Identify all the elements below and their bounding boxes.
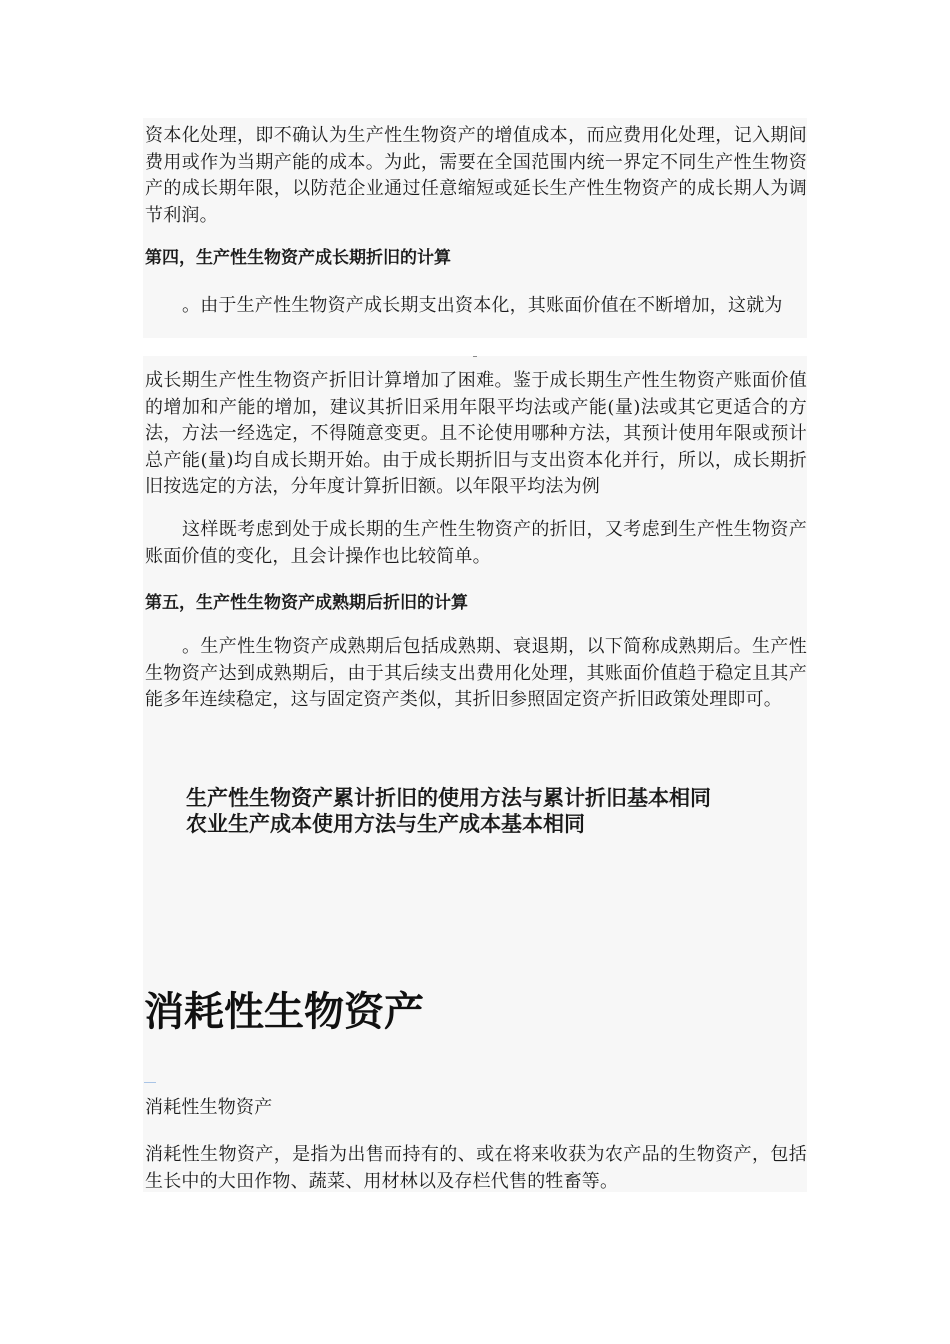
paragraph-growth-conclusion: 这样既考虑到处于成长期的生产性生物资产的折旧，又考虑到生产性生物资产账面价值的变化，且会计操作也比较简单。 <box>145 519 807 567</box>
paragraph-growth-intro: 。由于生产性生物资产成长期支出资本化，其账面价值在不断增加，这就为 <box>182 295 783 316</box>
paragraph-maturity: 。生产性生物资产成熟期后包括成熟期、衰退期，以下简称成熟期后。生产性生物资产达到成熟期后，由于其后续支出费用化处理，其账面价值趋于稳定且其产能多年连续稳定，这与固定资产类似，其折旧参照固定资产折旧政策处理即可。 <box>145 636 807 710</box>
note-accumulated-depreciation: 生产性生物资产累计折旧的使用方法与累计折旧基本相同 <box>186 786 711 810</box>
section-title: 消耗性生物资产 <box>144 989 424 1035</box>
heading-fourth: 第四，生产性生物资产成长期折旧的计算 <box>145 248 451 268</box>
heading-fifth: 第五，生产性生物资产成熟期后折旧的计算 <box>145 593 468 613</box>
paragraph-capitalization: 资本化处理，即不确认为生产性生物资产的增值成本，而应费用化处理，记入期间费用或作为当期产能的成本。为此，需要在全国范围内统一界定不同生产性生物资产的成长期年限，以防范企业通过任意缩短或延长生产性生物资产的成长期人为调节利润。 <box>145 125 807 226</box>
note-agricultural-cost: 农业生产成本使用方法与生产成本基本相同 <box>186 812 585 836</box>
section-subtitle: 消耗性生物资产 <box>145 1097 273 1118</box>
divider-mark <box>473 356 477 357</box>
section-divider <box>144 1082 156 1083</box>
section-definition: 消耗性生物资产，是指为出售而持有的、或在将来收获为农产品的生物资产，包括生长中的大田作物、蔬菜、用材林以及存栏代售的牲畜等。 <box>145 1144 807 1192</box>
paragraph-growth-depreciation: 成长期生产性生物资产折旧计算增加了困难。鉴于成长期生产性生物资产账面价值的增加和产能的增加，建议其折旧采用年限平均法或产能(量)法或其它更适合的方法，方法一经选定，不得随意变更。且不论使用哪种方法，其预计使用年限或预计总产能(量)均自成长期开始。由于成长期折旧与支出资本化并行，所以，成长期折旧按选定的方法，分年度计算折旧额。以年限平均法为例 <box>145 370 807 497</box>
